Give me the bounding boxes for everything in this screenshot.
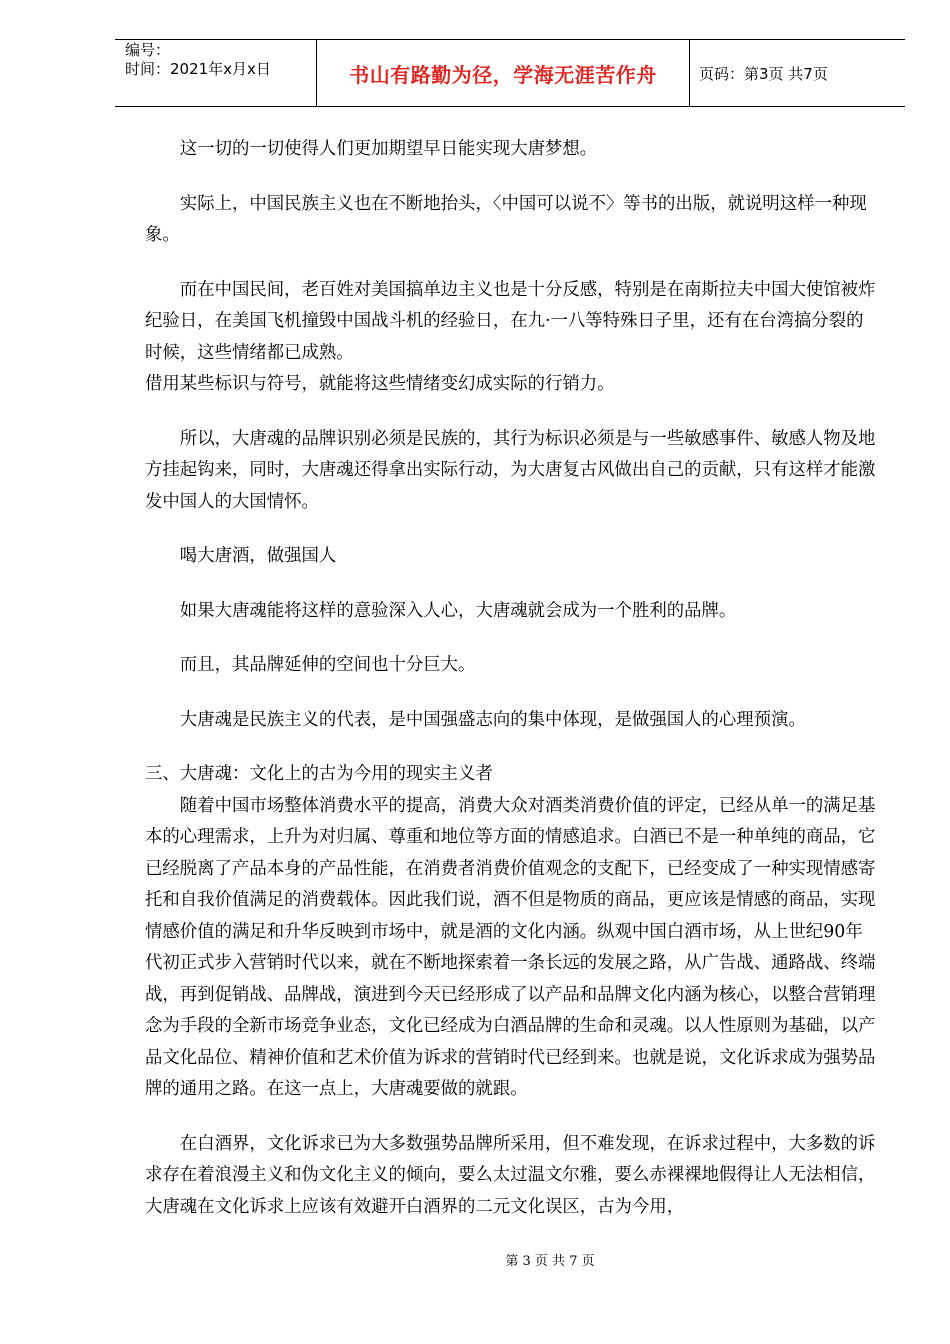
paragraph: 借用某些标识与符号，就能将这些情绪变幻成实际的行销力。: [145, 374, 615, 394]
paragraph: 随着中国市场整体消费水平的提高，消费大众对酒类消费价值的评定，已经从单一的满足基本的心理需求，上升为对归属、尊重和地位等方面的情感追求。白酒已不是一种单纯的商品，它已经脱离了产品本身的产品性能，在消费者消费价值观念的支配下，已经变成了一种实现情感寄托和自我价值满足的消费载体。因此我们说，酒不但是物质的商品，更应该是情感的商品，实现情感价值的满足和升华反映到市场中，就是酒的文化内涵。纵观中国白酒市场，从上世纪90年代初正式步入营销时代以来，就在不断地探索着一条长远的发展之路，从广告战、通路战、终端战，再到促销战、品牌战，演进到今天已经形成了以产品和品牌文化内涵为核心，以整合营销理念为手段的全新市场竞争业态，文化已经成为白酒品牌的生命和灵魂。以人性原则为基础，以产品文化品位、精神价值和艺术价值为诉求的营销时代已经到来。也就是说，文化诉求成为强势品牌的通用之路。在这一点上，大唐魂要做的就跟。: [145, 795, 876, 1099]
footer-page-number: 第 3 页 共 7 页: [505, 1254, 595, 1269]
paragraph: 在白酒界，文化诉求已为大多数强势品牌所采用，但不难发现，在诉求过程中，大多数的诉求存在着浪漫主义和伪文化主义的倾向，要么太过温文尔雅，要么赤裸裸地假得让人无法相信，大唐魂在文化诉求上应该有效避开白酒界的二元文化误区，古为今用，: [145, 1133, 876, 1217]
header-page-info-cell: [690, 40, 905, 106]
section-heading: 三、大唐魂：文化上的古为今用的现实主义者: [145, 764, 493, 784]
paragraph: 而且，其品牌延伸的空间也十分巨大。: [179, 655, 476, 675]
header-motto-cell: [316, 40, 690, 106]
time-label: 时间：2021年x月x日: [125, 60, 271, 78]
paragraph: 大唐魂是民族主义的代表，是中国强盛志向的集中体现，是做强国人的心理预演。: [179, 709, 806, 730]
paragraph: 实际上，中国民族主义也在不断地抬头，〈中国可以说不〉等书的出版，就说明这样一种现象。: [145, 193, 867, 245]
paragraph: 而在中国民间，老百姓对美国搞单边主义也是十分反感，特别是在南斯拉夫中国大使馆被炸纪验日，在美国飞机撞毁中国战斗机的经验日，在九·一八等特殊日子里，还有在台湾搞分裂的时候，这些情绪都已成熟。: [145, 279, 876, 363]
header-meta: [115, 40, 316, 106]
page-footer: [0, 1250, 950, 1269]
paragraph: 这一切的一切使得人们更加期望早日能实现大唐梦想。: [179, 139, 598, 159]
paragraph: 所以，大唐魂的品牌识别必须是民族的，其行为标识必须是与一些敏感事件、敏感人物及地方挂起钩来，同时，大唐魂还得拿出实际行动，为大唐复古风做出自己的贡献，只有这样才能激发中国人的大国情怀。: [145, 428, 876, 512]
serial-label: 编号：: [125, 41, 171, 59]
paragraph: 如果大唐魂能将这样的意验深入人心，大唐魂就会成为一个胜利的品牌。: [179, 600, 737, 621]
document-body: [145, 134, 880, 1223]
document-header: [115, 39, 905, 107]
header-motto: 书山有路勤为径，学海无涯苦作舟: [349, 62, 657, 87]
slogan: 喝大唐酒，做强国人: [179, 546, 337, 566]
header-page-info: 页码：第3页 共7页: [699, 64, 828, 83]
